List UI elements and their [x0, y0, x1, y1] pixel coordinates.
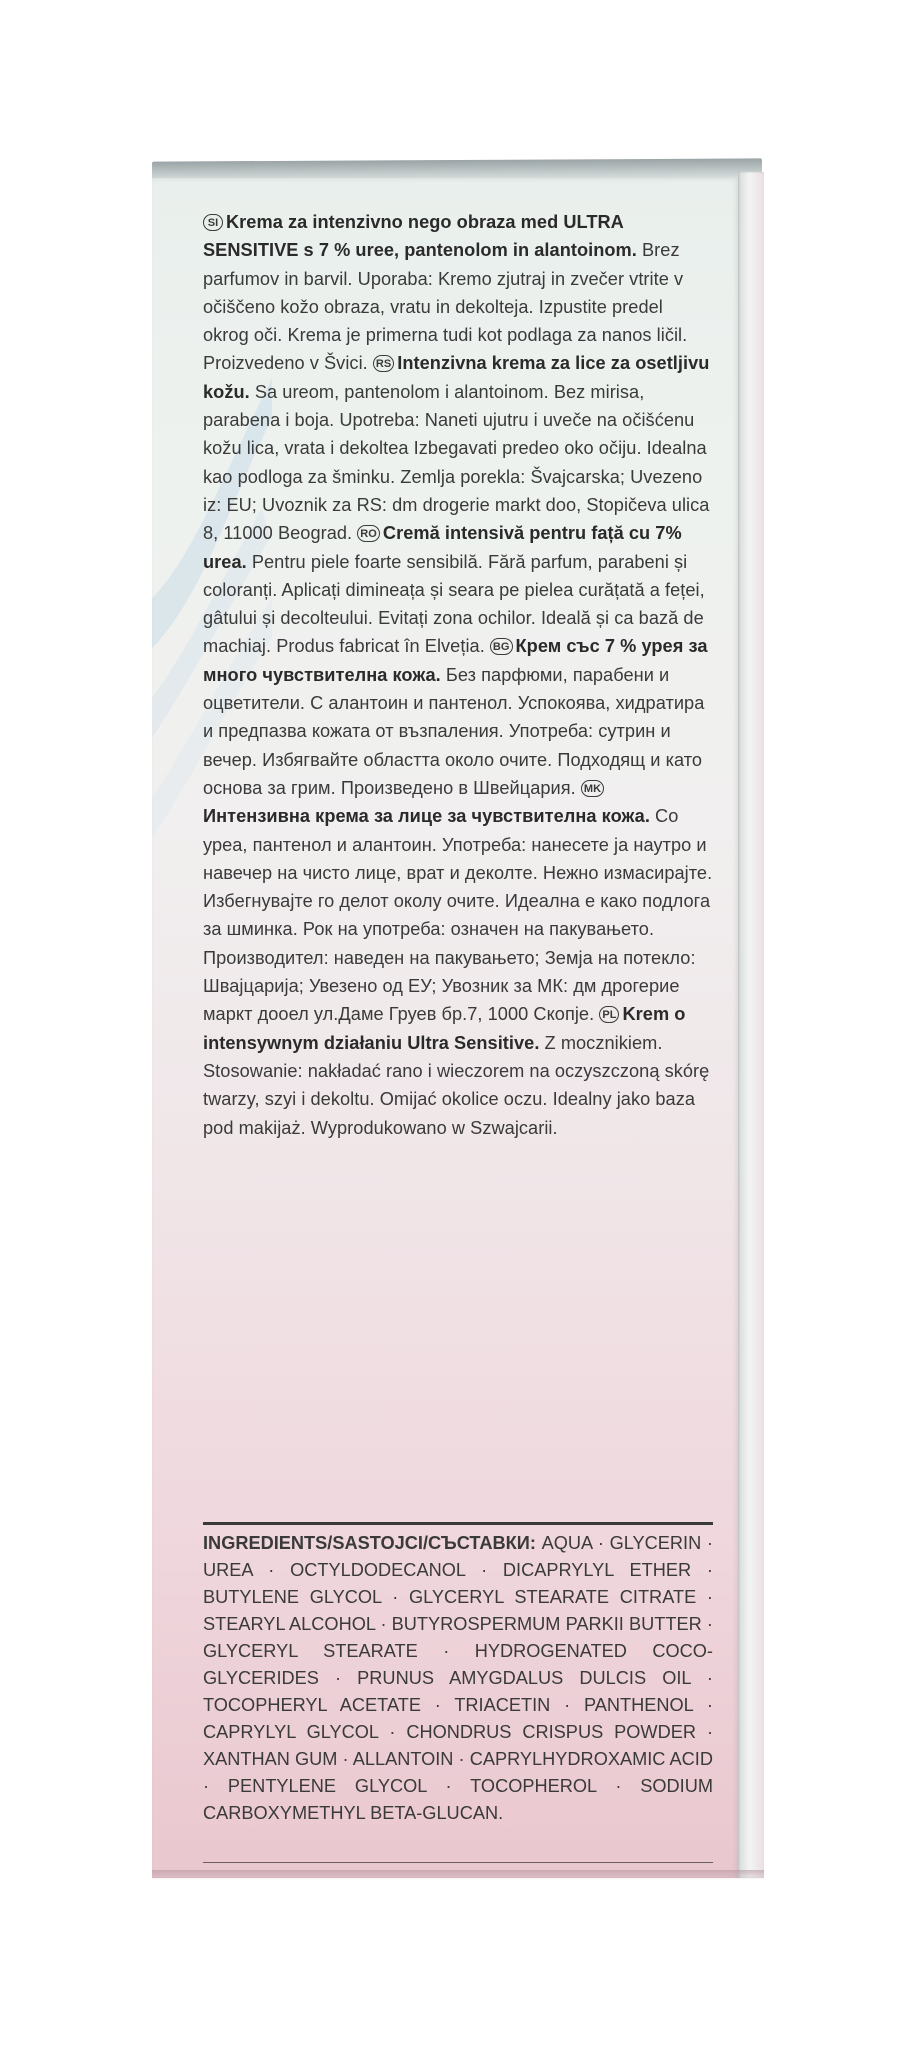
ingredients-divider — [203, 1522, 713, 1525]
lang-badge-pl: PL — [599, 1006, 619, 1023]
lang-badge-bg: BG — [490, 638, 513, 655]
section-ro-title: Cremă intensivă pentru față cu 7% urea. — [203, 523, 682, 572]
section-rs-body: Sa ureom, pantenolom i alantoinom. Bez mirisa, parabena i boja. Upotreba: Naneti ujutru i uveče na očišćenu kožu lica, vrata i dekoltea Izbegavati predeo oko očiju. Idealna kao podloga za šminku. Zemlja porekla: Švajcarska; Uvezeno iz: EU; Uvoznik za RS: dm drogerie markt doo, Stopičeva ulica 8, 11000 Beograd. — [203, 381, 710, 544]
ingredients-text: AQUA · GLYCERIN · UREA · OCTYLDODECANOL · DICAPRYLYL ETHER · BUTYLENE GLYCOL · GLYCERYL STEARATE CITRATE · STEARYL ALCOHOL · BUTYROSPERMUM PARKII BUTTER · GLYCERYL STEARATE · HYDROGENATED COCO-GLYCERIDES · PRUNUS AMYGDALUS DULCIS OIL · TOCOPHERYL ACETATE · TRIACETIN · PANTHENOL · CAPRYLYL GLYCOL · CHONDRUS CRISPUS POWDER · XANTHAN GUM · ALLANTOIN · CAPRYLHYDROXAMIC ACID · PENTYLENE GLYCOL · TOCOPHEROL · SODIUM CARBOXYMETHYL BETA-GLUCAN. — [203, 1533, 713, 1823]
section-pl-body: Z mocznikiem. Stosowanie: nakładać rano i wieczorem na oczyszczoną skórę twarzy, szyi i dekoltu. Omijać okolice oczu. Idealny jako baza pod makijaż. Wyprodukowano w Szwajcarii. — [203, 1032, 710, 1138]
section-bg-title: Крем със 7 % урея за много чувствителна кожа. — [203, 636, 708, 685]
box-right-edge — [738, 172, 764, 1878]
section-bg-body: Без парфюми, парабени и оцветители. С алантоин и пантенол. Успокоява, хидратира и предпазва кожата от възпаления. Употреба: сутрин и вечер. Избягвайте областта около очите. Подходящ и като основа за грим. Произведено в Швейцария. — [203, 664, 705, 798]
lang-badge-si: SI — [203, 214, 223, 231]
lang-badge-rs: RS — [373, 355, 394, 372]
section-rs-title: Intenzivna krema za lice za osetljivu kožu. — [203, 353, 710, 402]
section-si-title: Krema za intenzivno nego obraza med ULTRA SENSITIVE s 7 % uree, pantenolom in alantoinom. — [203, 212, 637, 261]
lang-badge-ro: RO — [357, 525, 380, 542]
box-bottom-shadow — [152, 1870, 764, 1880]
section-ro-body: Pentru piele foarte sensibilă. Fără parfum, parabeni și coloranți. Aplicați dimineața și seara pe pielea curățată a feței, gâtului și decolteului. Evitați zona ochilor. Ideală și ca bază de machiaj. Produs fabricat în Elveția. — [203, 551, 705, 657]
section-si-body: Brez parfumov in barvil. Uporaba: Kremo zjutraj in zvečer vtrite v očiščeno kožo obraza, vratu in dekolteja. Izpustite predel okrog oči. Krema je primerna tudi kot podlaga za nanos ličil. Proizvedeno v Švici. — [203, 240, 688, 374]
multilingual-description — [203, 208, 713, 1142]
section-mk-body: Со уреа, пантенол и алантоин. Употреба: нанесете ја наутро и навечер на чисто лице, врат и деколте. Нежно измасирајте. Избегнувајте го делот околу очите. Идеална е како подлога за шминка. Рок на употреба: означен на пакувањето. Производител: наведен на пакувањето; Земја на потекло: Швајцарија; Увезено од ЕУ; Увозник за МК: дм дрогерие маркт дооел ул.Даме Груев бр.7, 1000 Скопје. — [203, 806, 713, 1025]
lang-badge-mk: MK — [581, 780, 604, 797]
ingredients-heading: INGREDIENTS/SASTOJCI/СЪСТАВКИ: — [203, 1533, 536, 1553]
section-pl-title: Krem o intensywnym działaniu Ultra Sensitive. — [203, 1004, 686, 1053]
ingredients-bottom-rule — [203, 1862, 713, 1863]
section-mk-title: Интензивна крема за лице за чувствителна кожа. — [203, 806, 650, 827]
ingredients-list — [203, 1530, 713, 1827]
